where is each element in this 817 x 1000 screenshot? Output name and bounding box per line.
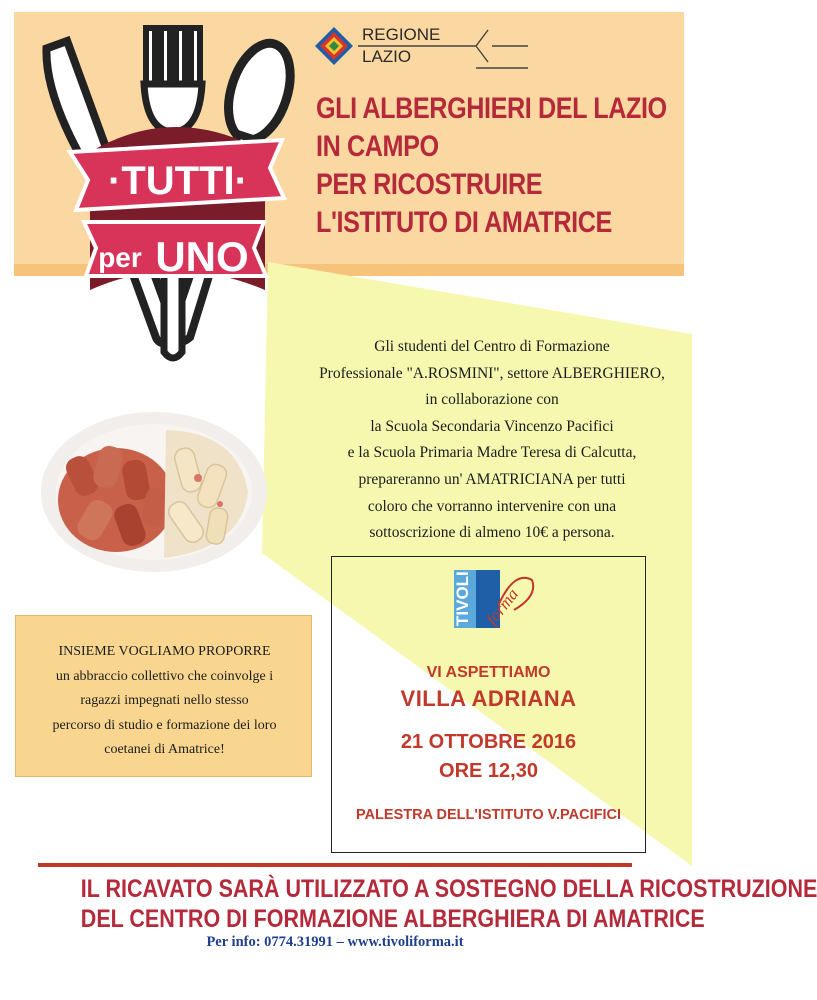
paragraph-line: sottoscrizione di almeno 10€ a persona. xyxy=(369,524,615,542)
footer-divider xyxy=(38,863,632,867)
paragraph-line: e la Scuola Primaria Madre Teresa di Calcutta, xyxy=(347,444,637,462)
insieme-line: percorso di studio e formazione dei loro xyxy=(52,717,277,733)
footer-statement xyxy=(80,874,817,934)
event-venue: PALESTRA DELL'ISTITUTO V.PACIFICI xyxy=(355,807,621,823)
regione-line: REGIONE xyxy=(362,25,441,44)
announcement-paragraph xyxy=(290,334,694,547)
footer-line: IL RICAVATO SARÀ UTILIZZATO A SOSTEGNO DELLA RICOSTRUZIONE xyxy=(80,875,817,903)
paragraph-line: in collaborazione con xyxy=(425,391,559,409)
headline-line: GLI ALBERGHIERI DEL LAZIO xyxy=(316,92,667,125)
tivoli-forma-logo xyxy=(454,566,542,632)
logo-per-text: per xyxy=(98,242,142,273)
paragraph-line: Gli studenti del Centro di Formazione xyxy=(374,338,610,355)
headline-line: IN CAMPO xyxy=(316,130,439,163)
forma-text: forma xyxy=(482,584,523,629)
contact-info[interactable]: Per info: 0774.31991 – www.tivoliforma.it xyxy=(206,934,464,950)
event-date: 21 OTTOBRE 2016 xyxy=(400,731,577,753)
paragraph-line: coloro che vorranno intervenire con una xyxy=(367,497,617,515)
insieme-callout-box xyxy=(15,615,312,777)
headline-line: PER RICOSTRUIRE xyxy=(316,168,543,201)
regione-emblem-icon xyxy=(314,26,354,66)
event-place: VILLA ADRIANA xyxy=(400,686,577,711)
lazio-line: LAZIO xyxy=(362,47,412,66)
tutti-per-uno-logo xyxy=(60,22,290,362)
event-invite: VI ASPETTIAMO xyxy=(426,664,551,681)
headline-line: L'ISTITUTO DI AMATRICE xyxy=(316,206,612,239)
insieme-text xyxy=(16,640,313,763)
insieme-line: ragazzi impegnati nello stesso xyxy=(80,693,249,709)
paragraph-line: la Scuola Secondaria Vincenzo Pacifici xyxy=(370,417,614,435)
amatriciana-dish-image xyxy=(38,408,270,576)
logo-tutti-text: ·TUTTI· xyxy=(108,159,248,203)
regione-lazio-logo xyxy=(314,22,514,72)
tivoli-text: TIVOLI xyxy=(453,571,472,626)
insieme-line: INSIEME VOGLIAMO PROPORRE xyxy=(58,644,271,659)
logo-uno-text: UNO xyxy=(155,233,249,280)
insieme-line: un abbraccio collettivo che coinvolge i xyxy=(55,668,274,684)
event-time: ORE 12,30 xyxy=(439,760,538,782)
paragraph-line: Professionale "A.ROSMINI", settore ALBERGHIERO, xyxy=(319,364,665,382)
paragraph-line: prepareranno un' AMATRICIANA per tutti xyxy=(358,470,626,488)
regione-lazio-text xyxy=(362,24,440,68)
footer-line: DEL CENTRO DI FORMAZIONE ALBERGHIERA DI AMATRICE xyxy=(80,905,705,933)
page-title xyxy=(316,90,667,242)
insieme-line: coetanei di Amatrice! xyxy=(104,742,225,758)
